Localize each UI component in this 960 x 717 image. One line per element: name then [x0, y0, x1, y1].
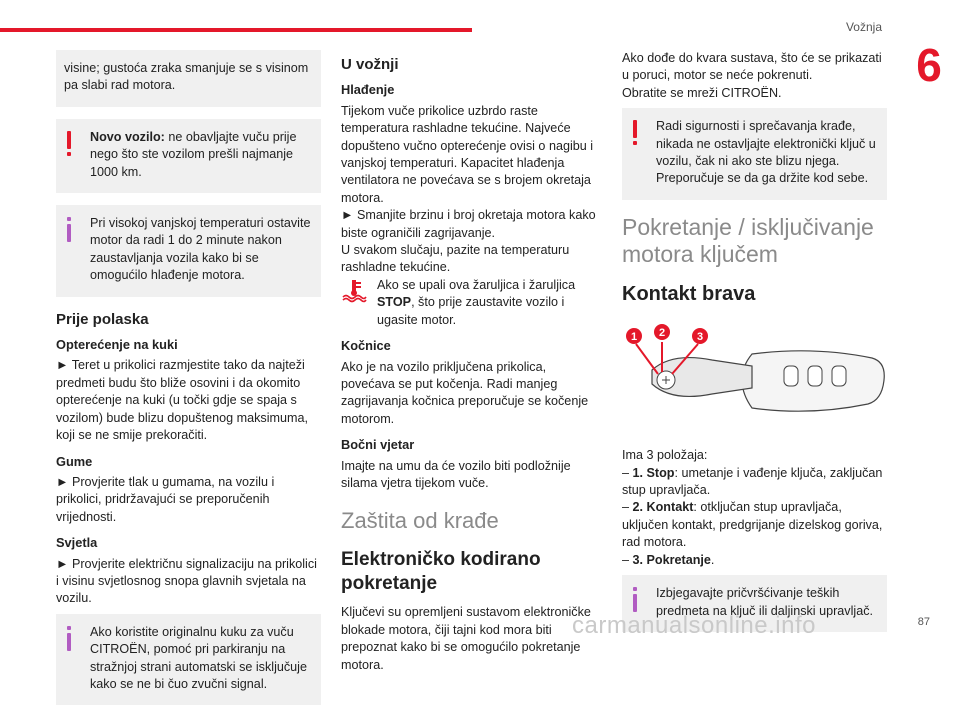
page-number: 87: [917, 616, 930, 628]
position-2: [622, 499, 887, 551]
heading-hitch-load: Opterećenje na kuki: [56, 337, 178, 353]
column-2: [341, 50, 603, 680]
tyres-text: ► Provjerite tlak u gumama, na vozilu i prikolici, pridržavajući se preporučenih vrijednosti.: [56, 474, 275, 524]
section-title: Vožnja: [845, 20, 882, 34]
position-2-label: 2. Kontakt: [632, 500, 694, 515]
coolant-text-a: Ako se upali ova žaruljica i žaruljica: [377, 277, 576, 292]
heading-side-wind: Bočni vjetar: [341, 437, 415, 453]
info-text: Izbjegavajte pričvršćivanje teških predmeta na ključ ili daljinski upravljač.: [656, 586, 873, 618]
warning-text: Radi sigurnosti i sprečavanja krađe, nikada ne ostavljajte elektronički ključ u vozilu, čak ni ako ste blizu njega. Preporučuje se da ga držite kod sebe.: [656, 119, 876, 186]
info-icon: [62, 217, 76, 245]
position-1-text: : umetanje i vađenje ključa, zaključan stup upravljača.: [622, 465, 883, 498]
heading-immobiliser: Elektroničko kodirano pokretanje: [341, 549, 541, 595]
cooling-watch: U svakom slučaju, pazite na temperaturu rashladne tekućine.: [341, 243, 570, 275]
dash: –: [622, 465, 630, 480]
warning-box-new-vehicle: [56, 119, 321, 193]
heading-cooling: Hlađenje: [341, 82, 395, 98]
warning-icon: [62, 131, 76, 159]
heading-anti-theft: Zaštita od krađe: [341, 508, 499, 534]
side-wind-text: Imajte na umu da će vozilo biti podložnije silama vjetra tijekom vuče.: [341, 458, 571, 490]
position-1: [622, 465, 887, 500]
heading-tyres: Gume: [56, 453, 93, 469]
heading-before-departure: Prije polaska: [56, 310, 149, 328]
immobiliser-text: Ključevi su opremljeni sustavom elektroničke blokade motora, čiji tajni kod mora biti prepoznat kako bi se omogućilo pokretanje motora.: [341, 605, 591, 672]
dash: –: [622, 500, 630, 515]
fault-text: Ako dođe do kvara sustava, što će se prikazati u poruci, motor se neće pokrenuti.: [622, 51, 882, 83]
key-diagram: [622, 318, 887, 428]
info-icon: [628, 587, 642, 615]
positions-intro: Ima 3 položaja:: [622, 448, 708, 463]
position-3: [622, 552, 887, 569]
info-icon: [62, 626, 76, 654]
callout-3: 3: [696, 330, 704, 343]
intro-text: visine; gustoća zraka smanjuje se s visinom pa slabi rad motora.: [64, 61, 309, 93]
coolant-warning: [341, 277, 603, 329]
heading-lights: Svjetla: [56, 535, 98, 551]
coolant-text-b: , što prije zaustavite vozilo i ugasite motor.: [377, 295, 565, 327]
info-text: Pri visokoj vanjskoj temperaturi ostavite motor da radi 1 do 2 minute nakon zaustavljanja vozila kako bi se omogućilo hlađenje motora.: [90, 216, 311, 283]
column-1: [56, 50, 321, 717]
intro-box: [56, 50, 321, 107]
hitch-load-text: ► Teret u prikolici razmjestite tako da najteži predmeti budu što bliže osovini i da okomito opterećenje na kuki (u točki gdje se spaja s vozilom) bude blizu dopuštenog maksimuma, koji se ne smije prekoračiti.: [56, 358, 308, 443]
info-box-temperature: [56, 205, 321, 297]
brakes-text: Ako je na vozilo priključena prikolica, povećava se put kočenja. Radi manjeg zagrijavanja kočnica preporučuje se kočenje motorom.: [341, 359, 589, 426]
lights-text: ► Provjerite električnu signalizaciju na prikolici i visinu svjetlosnog snopa glavnih svjetala na vozilu.: [56, 556, 317, 606]
heading-driving: U vožnji: [341, 56, 399, 73]
position-3-text: .: [710, 552, 715, 567]
heading-brakes: Kočnice: [341, 338, 391, 354]
dash: –: [622, 552, 630, 567]
info-text: Ako koristite originalnu kuku za vuču CITROËN, pomoć pri parkiranju na stražnjoj strani automatski se isključuje kako se ne bi čuo zvučni signal.: [90, 624, 307, 691]
cooling-advice: ► Smanjite brzinu i broj okretaja motora kako biste ograničili zagrijavanje.: [341, 208, 596, 240]
column-3: [622, 50, 887, 644]
watermark: carmanualsonline.info: [572, 612, 816, 639]
info-box-towbar: [56, 614, 321, 706]
heading-key-start: Pokretanje / isključivanje motora ključem: [622, 213, 874, 267]
coolant-temperature-icon: [341, 279, 367, 301]
cooling-text: Tijekom vuče prikolice uzbrdo raste temperatura rashladne tekućine. Najveće dopušteno vučno opterećenje ovisi o nagibu i vanjskoj temperaturi. Kapacitet hlađenja ventilatora ne povećava se s brojem okretaja motora.: [341, 103, 594, 205]
position-1-label: 1. Stop: [632, 465, 675, 480]
fault-contact: Obratite se mreži CITROËN.: [622, 85, 782, 100]
warning-body: ne obavljajte vuču prije nego što ste vozilom prešli najmanje 1000 km.: [90, 129, 297, 179]
heading-ignition: Kontakt brava: [622, 282, 756, 305]
position-3-label: 3. Pokretanje: [632, 552, 711, 567]
warning-box-key: [622, 108, 887, 200]
warning-title: Novo vozilo:: [90, 129, 165, 144]
position-2-text: : otključan stup upravljača, uključen kontakt, predgrijanje dizelskog goriva, rad motora.: [622, 500, 883, 550]
callout-1: 1: [630, 330, 638, 343]
warning-icon: [628, 120, 642, 148]
chapter-number: 6: [916, 39, 942, 91]
stop-label: STOP: [377, 295, 412, 310]
callout-2: 2: [658, 326, 666, 339]
header-accent-bar: [0, 28, 472, 32]
